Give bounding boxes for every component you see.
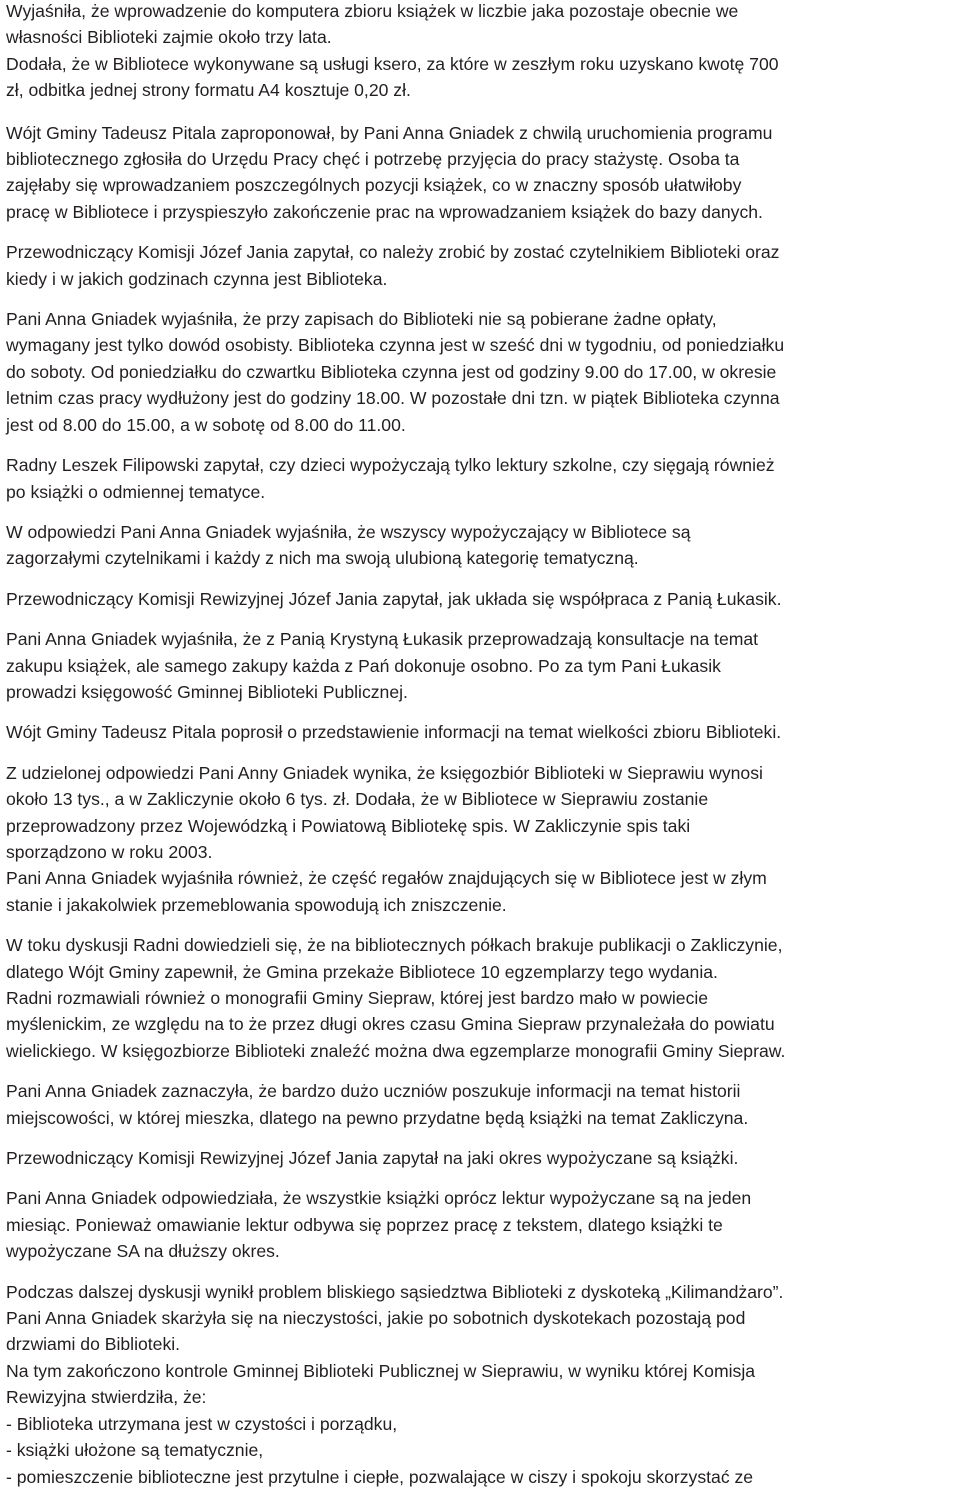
paragraph [6,760,960,918]
text-line: miejscowości, w której mieszka, dlatego na pewno przydatne będą książki na temat Zakliczyna. [6,1107,749,1128]
paragraph [6,239,960,292]
text-line: W odpowiedzi Pani Anna Gniadek wyjaśniła, że wszyscy wypożyczający w Bibliotece są [6,521,691,542]
paragraph [6,306,960,438]
text-line: do soboty. Od poniedziałku do czwartku Biblioteka czynna jest od godziny 9.00 do 17.00, w okresie [6,361,777,382]
paragraph [6,0,960,104]
text-line: kiedy i w jakich godzinach czynna jest Biblioteka. [6,268,388,289]
text-line: własności Biblioteki zajmie około trzy lata. [6,27,332,48]
text-line: stanie i jakakolwiek przemeblowania spowodują ich zniszczenie. [6,894,507,915]
text-line: po książki o odmiennej tematyce. [6,481,266,502]
document-page [6,0,960,1490]
text-line: Dodała, że w Bibliotece wykonywane są usługi ksero, za które w zeszłym roku uzyskano kwotę 700 [6,53,779,74]
text-line: wymagany jest tylko dowód osobisty. Biblioteka czynna jest w sześć dni w tygodniu, od poniedziałku [6,335,785,356]
paragraph [6,1279,960,1490]
paragraph [6,452,960,505]
text-line: drzwiami do Biblioteki. [6,1334,181,1355]
text-line: Pani Anna Gniadek wyjaśniła, że z Panią Krystyną Łukasik przeprowadzają konsultacje na temat [6,629,759,650]
text-line: Wójt Gminy Tadeusz Pitala poprosił o przedstawienie informacji na temat wielkości zbioru Biblioteki. [6,722,782,743]
text-line: W toku dyskusji Radni dowiedzieli się, że na bibliotecznych półkach brakuje publikacji o Zakliczynie, [6,935,783,956]
text-line: pracę w Bibliotece i przyspieszyło zakończenie prac na wprowadzaniem książek do bazy danych. [6,201,763,222]
text-line: jest od 8.00 do 15.00, a w sobotę od 8.00 do 11.00. [6,414,406,435]
text-line: Na tym zakończono kontrole Gminnej Biblioteki Publicznej w Sieprawiu, w wyniku której Komisja [6,1360,756,1381]
text-line: miesiąc. Ponieważ omawianie lektur odbywa się poprzez pracę z tekstem, dlatego książki te [6,1214,723,1235]
text-line: około 13 tys., a w Zakliczynie około 6 tys. zł. Dodała, że w Bibliotece w Sieprawiu zostanie [6,789,709,810]
text-line: letnim czas pracy wydłużony jest do godziny 18.00. W pozostałe dni tzn. w piątek Biblioteka czynna [6,388,780,409]
text-line: zagorzałymi czytelnikami i każdy z nich ma swoją ulubioną kategorię tematyczną. [6,548,639,569]
text-line: zakupu książek, ale samego zakupy każda z Pań dokonuje osobno. Po za tym Pani Łukasik [6,655,721,676]
text-line: bibliotecznego zgłosiła do Urzędu Pracy chęć i potrzebę przyjęcia do pracy stażystę. Osoba ta [6,149,740,170]
paragraph [6,120,960,226]
text-line: zł, odbitka jednej strony formatu A4 kosztuje 0,20 zł. [6,80,411,101]
text-line: wypożyczane SA na dłuższy okres. [6,1241,280,1262]
paragraph [6,1078,960,1131]
text-line: sporządzono w roku 2003. [6,841,213,862]
text-line: Przewodniczący Komisji Rewizyjnej Józef Jania zapytał na jaki okres wypożyczane są książki. [6,1148,739,1169]
text-line: Pani Anna Gniadek odpowiedziała, że wszystkie książki oprócz lektur wypożyczane są na jeden [6,1188,752,1209]
text-line: Radny Leszek Filipowski zapytał, czy dzieci wypożyczają tylko lektury szkolne, czy sięgają również [6,455,775,476]
paragraph [6,626,960,705]
text-line: Podczas dalszej dyskusji wynikł problem bliskiego sąsiedztwa Biblioteki z dyskoteką „Kilimandżaro”. [6,1281,784,1302]
text-line: - Biblioteka utrzymana jest w czystości i porządku, [6,1413,398,1434]
text-line: Wójt Gminy Tadeusz Pitala zaproponował, by Pani Anna Gniadek z chwilą uruchomienia programu [6,122,773,143]
text-line: Pani Anna Gniadek zaznaczyła, że bardzo dużo uczniów poszukuje informacji na temat historii [6,1081,741,1102]
paragraph [6,519,960,572]
text-line: Radni rozmawiali również o monografii Gminy Siepraw, której jest bardzo mało w powiecie [6,988,709,1008]
text-line: Rewizyjna stwierdziła, że: [6,1387,207,1408]
text-line: przeprowadzony przez Wojewódzką i Powiatową Bibliotekę spis. W Zakliczynie spis taki [6,815,691,836]
text-line: myślenickim, ze względu na to że przez długi okres czasu Gmina Siepraw przynależała do powiatu [6,1014,775,1035]
text-line: Z udzielonej odpowiedzi Pani Anny Gniadek wynika, że księgozbiór Biblioteki w Sieprawiu wynosi [6,762,763,783]
paragraph [6,932,960,1064]
paragraph [6,719,960,745]
text-line: Pani Anna Gniadek wyjaśniła, że przy zapisach do Biblioteki nie są pobierane żadne opłaty, [6,309,717,330]
text-line: Przewodniczący Komisji Rewizyjnej Józef Jania zapytał, jak układa się współpraca z Panią Łukasik. [6,588,782,609]
text-line: Przewodniczący Komisji Józef Jania zapytał, co należy zrobić by zostać czytelnikiem Biblioteki oraz [6,242,780,263]
text-line: Pani Anna Gniadek wyjaśniła również, że część regałów znajdujących się w Bibliotece jest w złym [6,868,767,889]
text-line: - książki ułożone są tematycznie, [6,1440,264,1461]
paragraph [6,1145,960,1171]
text-line: Pani Anna Gniadek skarżyła się na nieczystości, jakie po sobotnich dyskotekach pozostają pod [6,1308,746,1329]
text-line: prowadzi księgowość Gminnej Biblioteki Publicznej. [6,681,408,702]
text-line: Wyjaśniła, że wprowadzenie do komputera zbioru książek w liczbie jaka pozostaje obecnie we [6,1,739,21]
text-line: zajęłaby się wprowadzaniem poszczególnych pozycji książek, co w znaczny sposób ułatwiłoby [6,175,742,196]
text-line: wielickiego. W księgozbiorze Biblioteki znaleźć można dwa egzemplarze monografii Gminy Siepraw. [6,1040,786,1061]
paragraph [6,1185,960,1264]
text-line: - pomieszczenie biblioteczne jest przytulne i ciepłe, pozwalające w ciszy i spokoju skorzystać ze [6,1466,754,1487]
paragraph [6,586,960,612]
text-line: dlatego Wójt Gminy zapewnił, że Gmina przekaże Bibliotece 10 egzemplarzy tego wydania. [6,961,718,982]
